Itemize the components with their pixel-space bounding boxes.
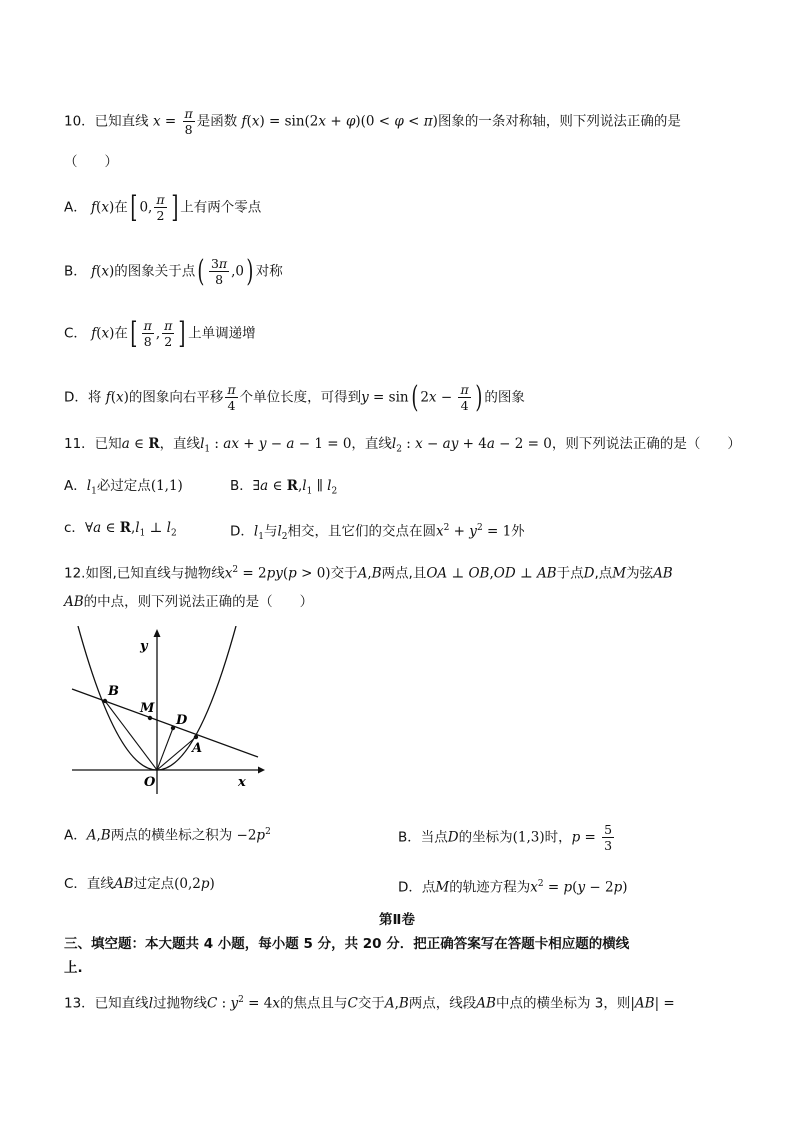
q11-option-a: A．$l_1$必过定点(1,1): [64, 478, 183, 497]
q13-stem: 13．已知直线l过抛物线C : $y^2 = 4x$的焦点且与C交于A,B两点，线段AB中点的横坐标为 3，则|AB| =: [64, 995, 675, 1012]
q10-prefix: 10．已知直线: [64, 113, 149, 130]
q12-option-d: D．点M的轨迹方程为$x^2 = p(y - 2p)$: [398, 879, 628, 896]
q10-paren: （ ）: [64, 154, 118, 170]
x-axis-arrow: [258, 767, 265, 774]
q11-option-d: D．$l_1$与$l_2$相交，且它们的交点在圆$x^2 + y^2 = 1$外: [230, 523, 525, 543]
q11-option-b: B．∃a ∈ $R,l_1$ ∥ $l_2$: [230, 478, 338, 497]
point-A: [194, 735, 198, 739]
label-M: M: [140, 701, 155, 716]
chord-line: [72, 689, 258, 757]
label-B: B: [108, 684, 119, 699]
q12-option-c: C．直线AB过定点(0,2p): [64, 876, 215, 892]
q12-stem-line2: AB的中点，则下列说法正确的是（ ）: [64, 594, 314, 610]
section-heading: 三、填空题：本大题共 4 小题，每小题 5 分，共 20 分．把正确答案写在答题卡相应题的横线: [64, 936, 630, 952]
y-axis-arrow: [154, 629, 161, 637]
q12-stem: 12.如图,已知直线与抛物线$x^2 = 2py(p > 0)$交于A,B两点,且OA ⊥ OB,OD ⊥ AB于点D,点M为弦AB: [64, 565, 673, 582]
label-y: y: [140, 639, 148, 654]
q10-stem: 10．已知直线 x = $\frac{\pi}{8}$ 是函数 f(x) = sin(2x + φ)(0 < φ < π)图象的一条对称轴，则下列说法正确的是: [64, 106, 681, 137]
math: x: [152, 113, 161, 130]
q12-option-b: B．当点D的坐标为(1,3)时，p = $\frac{5}{3}$: [398, 822, 613, 853]
section-title: 第Ⅱ卷: [379, 912, 415, 928]
fraction: $\frac{\pi}{8}$: [184, 106, 193, 137]
q10-option-d: D．将 f(x)的图象向右平移 $\frac{\pi}{4}$ 个单位长度，可得到y = sin( 2x − $\frac{\pi}{4}$ ) 的图象: [64, 379, 525, 415]
label-A: A: [192, 741, 203, 756]
point-M: [148, 716, 152, 720]
q11-stem: 11．已知a ∈ R，直线$l_1$ : ax + y − a − 1 = 0，直线$l_2$ : x − ay + 4a − 2 = 0，则下列说法正确的是（ ）: [64, 436, 741, 455]
point-B: [103, 699, 107, 703]
q11-option-c: c．∀a ∈ $R,l_1$ ⊥ $l_2$: [64, 520, 177, 539]
parabola-figure: [68, 626, 268, 796]
q10-option-b: B． f(x)的图象关于点( $\frac{3\pi}{8}$ ,0) 对称: [64, 253, 283, 289]
label-x: x: [238, 775, 246, 790]
q10-option-c: C． f(x)在[ $\frac{\pi}{8}$ , $\frac{\pi}{2}$ ] 上单调递增: [64, 315, 256, 351]
label-D: D: [176, 713, 188, 728]
q12-option-a: A．A,B两点的横坐标之积为 $-2p^2$: [64, 827, 271, 844]
section-heading-line2: 上.: [64, 960, 83, 976]
label-O: O: [144, 775, 156, 790]
q10-option-a: A． f(x)在[ 0, $\frac{\pi}{2}$ ] 上有两个零点: [64, 189, 262, 225]
point-D: [171, 726, 175, 730]
